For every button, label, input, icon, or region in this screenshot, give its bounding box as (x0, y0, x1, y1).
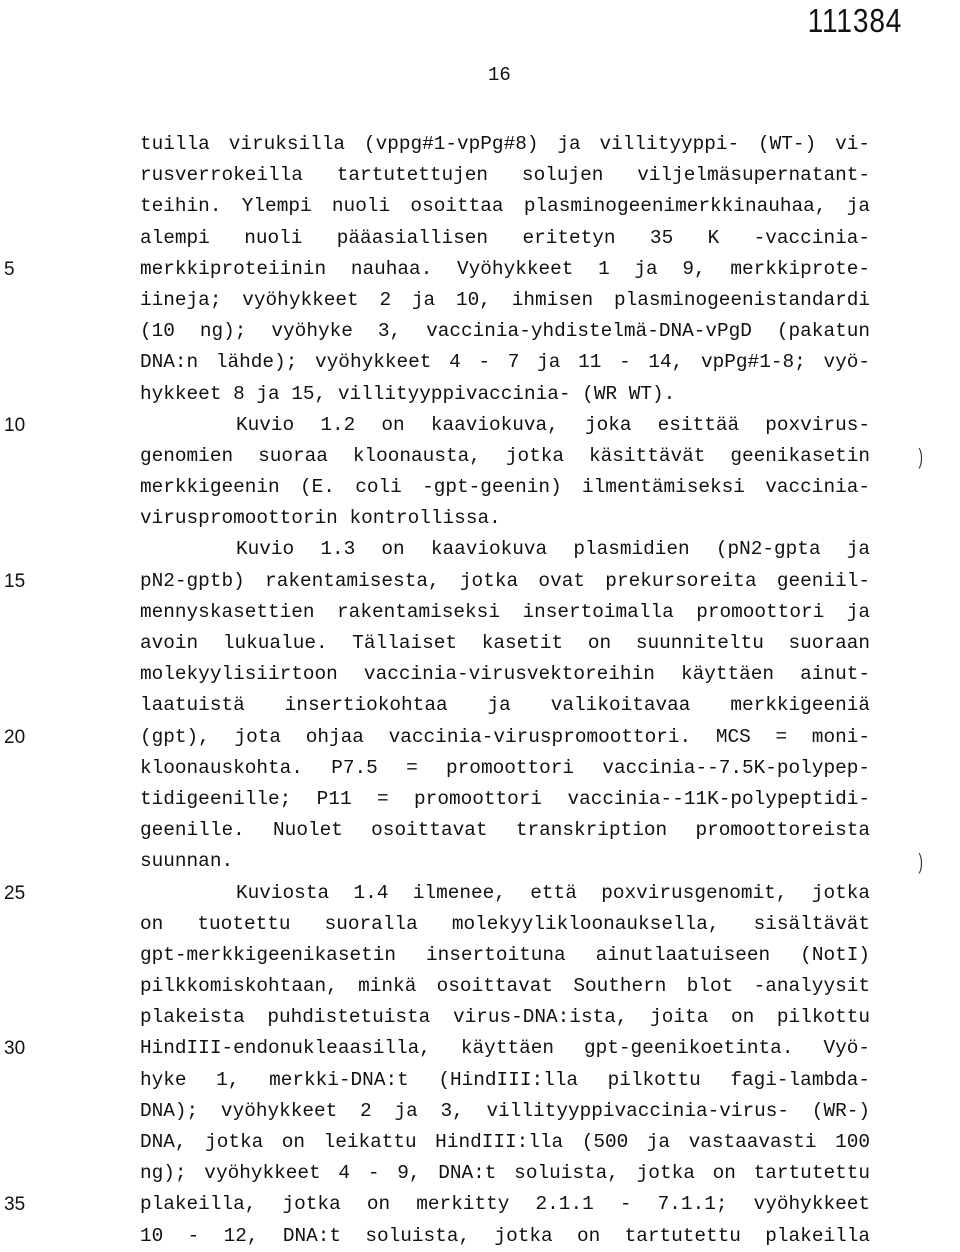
line-text: mennyskasettien rakentamiseksi insertoimalla promoottori ja (140, 600, 870, 623)
line-text: on tuotettu suoralla molekyylikloonauksella, sisältävät (140, 912, 870, 935)
text-line (140, 1221, 940, 1252)
text-line (140, 909, 940, 940)
line-text: viruspromoottorin kontrollissa. (140, 507, 501, 530)
margin-scan-mark: ) (918, 443, 923, 469)
line-text: Kuvio 1.3 on kaaviokuva plasmidien (pN2-gpta ja (236, 538, 870, 561)
line-text: ng); vyöhykkeet 4 - 9, DNA:t soluista, jotka on tartutettu (140, 1162, 870, 1185)
text-line (140, 940, 940, 971)
line-text: Kuviosta 1.4 ilmenee, että poxvirusgenomit, jotka (236, 881, 870, 904)
line-text: HindIII-endonukleaasilla, käyttäen gpt-geenikoetinta. Vyö- (140, 1037, 870, 1060)
text-line (140, 815, 940, 846)
document-body (4, 129, 940, 1252)
line-text: geenille. Nuolet osoittavat transkription promoottoreista (140, 819, 870, 842)
text-line (140, 534, 940, 565)
line-text: rusverrokeilla tartutettujen solujen viljelmäsupernatant- (140, 164, 870, 187)
text-line (140, 1158, 940, 1189)
text-line (4, 722, 940, 753)
text-line (140, 129, 940, 160)
patent-number: 111384 (807, 2, 902, 39)
text-line (140, 191, 940, 222)
line-text: hyke 1, merkki-DNA:t (HindIII:lla pilkottu fagi-lambda- (140, 1068, 870, 1091)
line-text: (gpt), jota ohjaa vaccinia-viruspromoottori. MCS = moni- (140, 725, 870, 748)
line-text: DNA:n lähde); vyöhykkeet 4 - 7 ja 11 - 14, vpPg#1-8; vyö- (140, 351, 870, 374)
line-text: iineja; vyöhykkeet 2 ja 10, ihmisen plasminogeenistandardi (140, 288, 870, 311)
line-text: DNA); vyöhykkeet 2 ja 3, villityyppivaccinia-virus- (WR-) (140, 1099, 870, 1122)
text-line (140, 971, 940, 1002)
line-text: tuilla viruksilla (vppg#1-vpPg#8) ja villityyppi- (WT-) vi- (140, 133, 870, 155)
line-number: 15 (4, 570, 26, 592)
text-line (4, 566, 940, 597)
text-line (140, 628, 940, 659)
line-text: hykkeet 8 ja 15, villityyppivaccinia- (WR WT). (140, 382, 676, 405)
line-number: 35 (4, 1194, 26, 1216)
line-text: gpt-merkkigeenikasetin insertoituna ainutlaatuiseen (NotI) (140, 943, 870, 966)
line-text: teihin. Ylempi nuoli osoittaa plasminogeenimerkkinauhaa, ja (140, 195, 870, 218)
text-line (140, 503, 940, 534)
line-text: suunnan. (140, 850, 234, 873)
text-line (140, 1096, 940, 1127)
line-text: DNA, jotka on leikattu HindIII:lla (500 ja vastaavasti 100 (140, 1131, 870, 1153)
line-text: avoin lukualue. Tällaiset kasetit on suunniteltu suoraan (140, 632, 870, 654)
line-text: tidigeenille; P11 = promoottori vaccinia--11K-polypeptidi- (140, 787, 870, 810)
line-text: plakeilla, jotka on merkitty 2.1.1 - 7.1.1; vyöhykkeet (140, 1193, 870, 1216)
line-number: 25 (4, 882, 26, 904)
line-text: 10 - 12, DNA:t soluista, jotka on tartutettu plakeilla (140, 1224, 870, 1247)
line-number: 30 (4, 1038, 26, 1060)
line-text: Kuvio 1.2 on kaaviokuva, joka esittää poxvirus- (236, 413, 870, 436)
text-line (140, 316, 940, 347)
line-text: merkkigeenin (E. coli -gpt-geenin) ilmentämiseksi vaccinia- (140, 476, 870, 499)
margin-scan-mark: ) (918, 849, 923, 875)
line-number: 5 (4, 258, 15, 280)
text-line (4, 878, 940, 909)
line-text: (10 ng); vyöhyke 3, vaccinia-yhdistelmä-DNA-vPgD (pakatun (140, 320, 870, 343)
line-text: kloonauskohta. P7.5 = promoottori vaccinia--7.5K-polypep- (140, 756, 870, 779)
text-line (140, 659, 940, 690)
line-number: 10 (4, 414, 26, 436)
text-line (140, 784, 940, 815)
text-line (140, 285, 940, 316)
line-text: genomien suoraa kloonausta, jotka käsittävät geenikasetin (140, 444, 870, 467)
line-text: alempi nuoli pääasiallisen eritetyn 35 K -vaccinia- (140, 226, 870, 249)
page-number: 16 (488, 64, 511, 86)
line-text: laatuistä insertiokohtaa ja valikoitavaa merkkigeeniä (140, 694, 870, 717)
text-line (140, 379, 940, 410)
line-text: molekyylisiirtoon vaccinia-virusvektoreihin käyttäen ainut- (140, 663, 870, 686)
text-line (140, 597, 940, 628)
text-line (140, 1127, 940, 1158)
text-line (4, 254, 940, 285)
line-text: pN2-gptb) rakentamisesta, jotka ovat prekursoreita geeniil- (140, 569, 870, 592)
text-line (4, 1033, 940, 1064)
text-line (140, 223, 940, 254)
text-line (140, 1065, 940, 1096)
text-line (140, 441, 940, 472)
text-line (140, 690, 940, 721)
text-line (140, 753, 940, 784)
text-line (140, 472, 940, 503)
text-line (140, 1002, 940, 1033)
line-text: merkkiproteiinin nauhaa. Vyöhykkeet 1 ja 9, merkkiprote- (140, 257, 870, 280)
text-line (140, 160, 940, 191)
text-line (140, 846, 940, 877)
text-line (140, 347, 940, 378)
text-line (4, 1189, 940, 1220)
text-line (4, 410, 940, 441)
line-text: plakeista puhdistetuista virus-DNA:ista, joita on pilkottu (140, 1006, 870, 1029)
line-number: 20 (4, 726, 26, 748)
line-text: pilkkomiskohtaan, minkä osoittavat Southern blot -analyysit (140, 975, 870, 998)
